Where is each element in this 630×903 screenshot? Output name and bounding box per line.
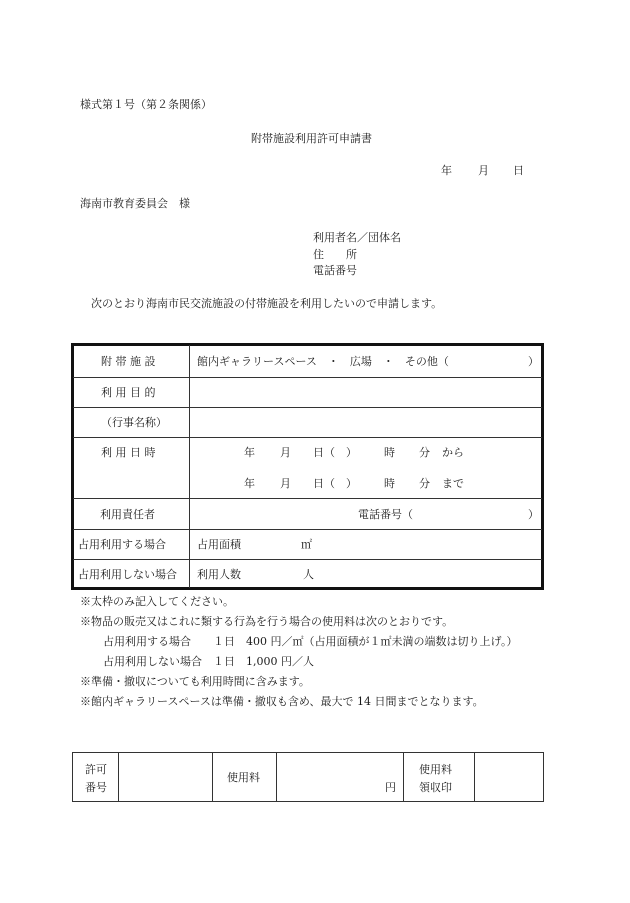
date-year: 年 [441,164,452,177]
users-unit: 人 [303,568,314,581]
dt2-min: 分 [419,477,430,490]
area-label: 占用面積 [197,538,241,551]
event-field[interactable] [195,413,535,433]
receipt-label-2: 領収印 [419,781,452,794]
note-3: ※準備・撤収についても利用時間に含みます。 [80,675,310,688]
dt1-hour: 時 [384,446,395,459]
event-label: （行事名称） [101,416,167,429]
fee-label: 使用料 [227,771,260,784]
occupy-label: 占用利用する場合 [78,538,166,551]
intro-text: 次のとおり海南市民交流施設の付帯施設を利用したいので申請します。 [91,297,443,310]
dt1-year: 年 [244,446,255,459]
dt1-month: 月 [280,446,291,459]
addressee: 海南市教育委員会 様 [80,197,190,210]
facility-options[interactable]: 館内ギャラリースペース ・ 広場 ・ その他（ [197,355,449,368]
note-fee-occupy: 占用利用する場合 １日 400 円／㎡（占用面積が１㎡未満の端数は切り上げ。） [103,635,518,648]
note-1: ※太枠のみ記入してください。 [80,595,234,608]
datetime-label: 利 用 日 時 [101,446,156,459]
purpose-label: 利 用 目 的 [101,386,156,399]
permit-label-2: 番号 [85,781,107,794]
responsible-phone: 電話番号（ [358,508,413,521]
nonoccupy-label: 占用利用しない場合 [78,568,177,581]
applicant-phone-label: 電話番号 [313,264,357,277]
facility-label: 附 帯 施 設 [101,355,156,368]
purpose-field[interactable] [195,383,535,403]
dt2-suffix: まで [442,477,464,490]
date-month: 月 [478,164,489,177]
users-label: 利用人数 [197,568,241,581]
yen-unit: 円 [385,781,396,794]
dt1-min: 分 [419,446,430,459]
dt2-year: 年 [244,477,255,490]
table-divider [189,345,190,588]
permit-label-1: 許可 [85,763,107,776]
responsible-close: ） [528,508,539,521]
applicant-address-label: 住 所 [313,248,357,261]
form-title: 附帯施設利用許可申請書 [251,132,372,145]
application-table [71,343,544,590]
responsible-label: 利用責任者 [100,508,155,521]
area-unit: ㎡ [301,538,312,551]
note-fee-nonoccupy: 占用利用しない場合 １日 1,000 円／人 [103,655,314,668]
date-day: 日 [513,164,524,177]
facility-close: ） [528,355,539,368]
form-number: 様式第１号（第２条関係） [80,98,212,111]
applicant-name-label: 利用者名／団体名 [313,231,401,244]
dt1-suffix: から [442,446,464,459]
dt2-month: 月 [280,477,291,490]
dt2-day: 日（ ） [313,477,357,490]
note-2: ※物品の販売又はこれに類する行為を行う場合の使用料は次のとおりです。 [80,615,454,628]
dt1-day: 日（ ） [313,446,357,459]
receipt-label-1: 使用料 [419,763,452,776]
note-4: ※館内ギャラリースペースは準備・撤収も含め、最大で 14 日間までとなります。 [80,695,484,708]
dt2-hour: 時 [384,477,395,490]
